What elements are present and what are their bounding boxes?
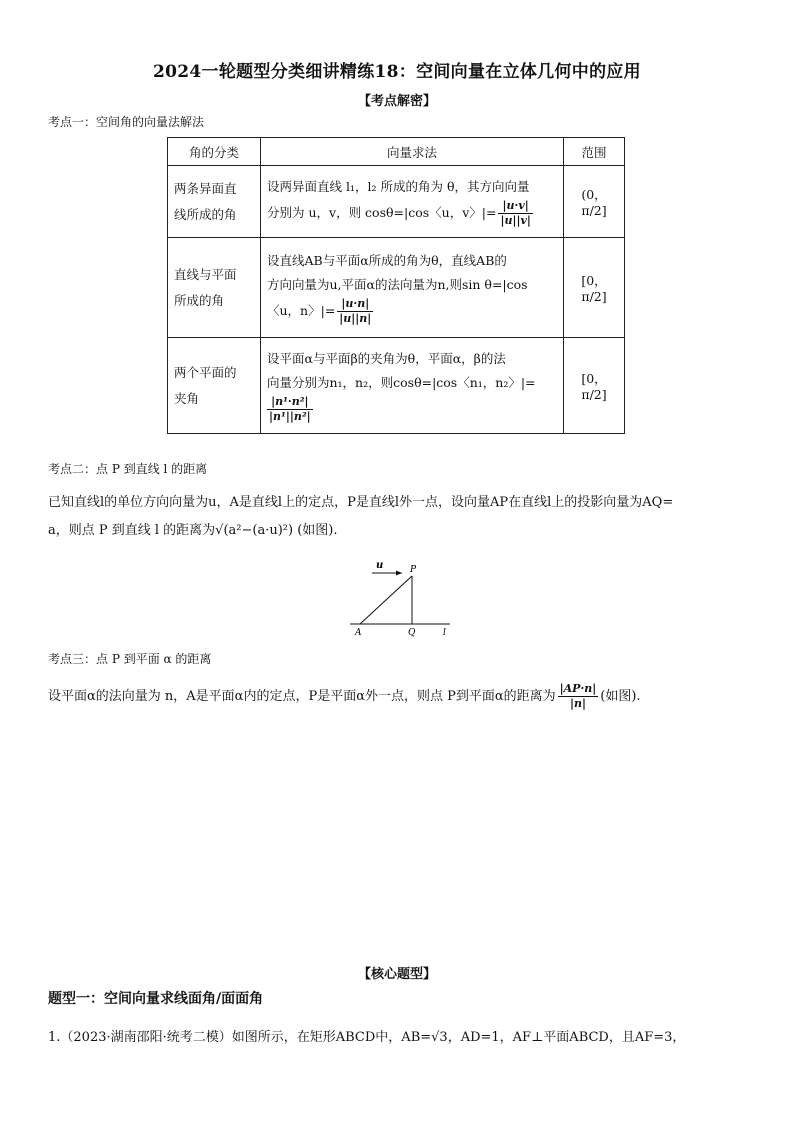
arrowhead xyxy=(396,571,402,576)
section-heading-key-points: 【考点解密】 xyxy=(357,94,436,109)
method-line: 设两异面直线 l₁，l₂ 所成的角为 θ，其方向向量 xyxy=(267,179,530,194)
question-1: 1.（2023·湖南邵阳·统考二模）如图所示，在矩形ABCD中，AB=√3，AD=1，AF⊥平面ABCD，且AF=3， xyxy=(48,1030,686,1045)
fraction-denominator: |u||v| xyxy=(500,214,531,227)
table-cell-category xyxy=(168,338,261,434)
kaodian2-paragraph xyxy=(48,489,748,545)
point-line-distance-figure xyxy=(340,558,460,638)
table-cell-method xyxy=(261,166,564,238)
table-cell-range: [0，π/2] xyxy=(564,238,625,338)
table-cell-method xyxy=(261,238,564,338)
paragraph-line: a，则点 P 到直线 l 的距离为√(a²−(a·u)²) (如图). xyxy=(48,523,338,538)
table-header: 角的分类 xyxy=(168,138,261,166)
method-line xyxy=(267,297,557,326)
paragraph-text: 设平面α的法向量为 n，A是平面α内的定点，P是平面α外一点，则点 P到平面α的距离为 xyxy=(48,689,556,704)
table-cell-range: (0，π/2] xyxy=(564,166,625,238)
category-line: 线所成的角 xyxy=(174,206,237,222)
method-line: 设平面α与平面β的夹角为θ，平面α，β的法 xyxy=(267,351,506,366)
fraction-numerator: |u·v| xyxy=(498,199,532,214)
table-cell-method xyxy=(261,338,564,434)
fraction xyxy=(498,199,532,228)
category-line: 夹角 xyxy=(174,390,200,406)
table-header: 范围 xyxy=(564,138,625,166)
kaodian1-title: 考点一：空间角的向量法解法 xyxy=(48,115,205,129)
method-line xyxy=(267,199,557,228)
method-text: 〈u，n〉|= xyxy=(267,303,336,318)
page-title: 2024一轮题型分类细讲精练18：空间向量在立体几何中的应用 xyxy=(153,62,641,82)
category-line: 所成的角 xyxy=(174,292,225,308)
method-line: 设直线AB与平面α所成的角为θ，直线AB的 xyxy=(267,253,507,268)
table-row xyxy=(168,338,625,434)
fraction-denominator: |n| xyxy=(569,697,586,710)
label-l: l xyxy=(443,628,446,638)
kaodian2-title: 考点二：点 P 到直线 l 的距离 xyxy=(48,462,208,476)
kaodian3-title: 考点三：点 P 到平面 α 的距离 xyxy=(48,652,212,666)
method-line xyxy=(267,395,557,424)
table-row xyxy=(168,166,625,238)
table-row xyxy=(168,238,625,338)
table-header-row xyxy=(168,138,625,166)
category-line: 两条异面直 xyxy=(174,180,237,196)
method-text: 分别为 u，v，则 cosθ=|cos〈u，v〉|= xyxy=(267,205,497,220)
paragraph-line: 已知直线l的单位方向向量为u，A是直线l上的定点，P是直线l外一点，设向量AP在直线l上的投影向量为AQ= xyxy=(48,495,674,510)
kaodian3-paragraph xyxy=(48,682,748,711)
category-line: 两个平面的 xyxy=(174,364,237,380)
table-cell-category xyxy=(168,166,261,238)
fraction-numerator: |AP·n| xyxy=(559,682,597,695)
table-cell-range: [0，π/2] xyxy=(564,338,625,434)
angle-methods-table xyxy=(167,137,625,434)
fraction-numerator: |u·n| xyxy=(337,297,373,312)
fraction xyxy=(267,395,313,424)
fraction-denominator: |u||n| xyxy=(339,312,372,325)
category-line: 直线与平面 xyxy=(174,266,237,282)
label-u: u xyxy=(376,560,384,571)
paragraph-suffix: (如图). xyxy=(600,689,641,704)
table-header: 向量求法 xyxy=(261,138,564,166)
segment-AP xyxy=(360,576,412,624)
table-cell-category xyxy=(168,238,261,338)
section-heading-core: 【核心题型】 xyxy=(357,967,436,982)
fraction xyxy=(558,682,599,711)
method-line: 方向向量为u,平面α的法向量为n,则sin θ=|cos xyxy=(267,277,528,292)
fraction-numerator: |n¹·n²| xyxy=(267,395,313,410)
label-A: A xyxy=(355,628,362,638)
label-Q: Q xyxy=(408,628,416,638)
fraction-denominator: |n¹||n²| xyxy=(269,410,311,423)
question-type-title: 题型一：空间向量求线面角/面面角 xyxy=(48,991,264,1007)
label-P: P xyxy=(410,565,417,575)
fraction xyxy=(337,297,373,326)
method-line: 向量分别为n₁，n₂，则cosθ=|cos〈n₁，n₂〉|= xyxy=(267,375,536,390)
